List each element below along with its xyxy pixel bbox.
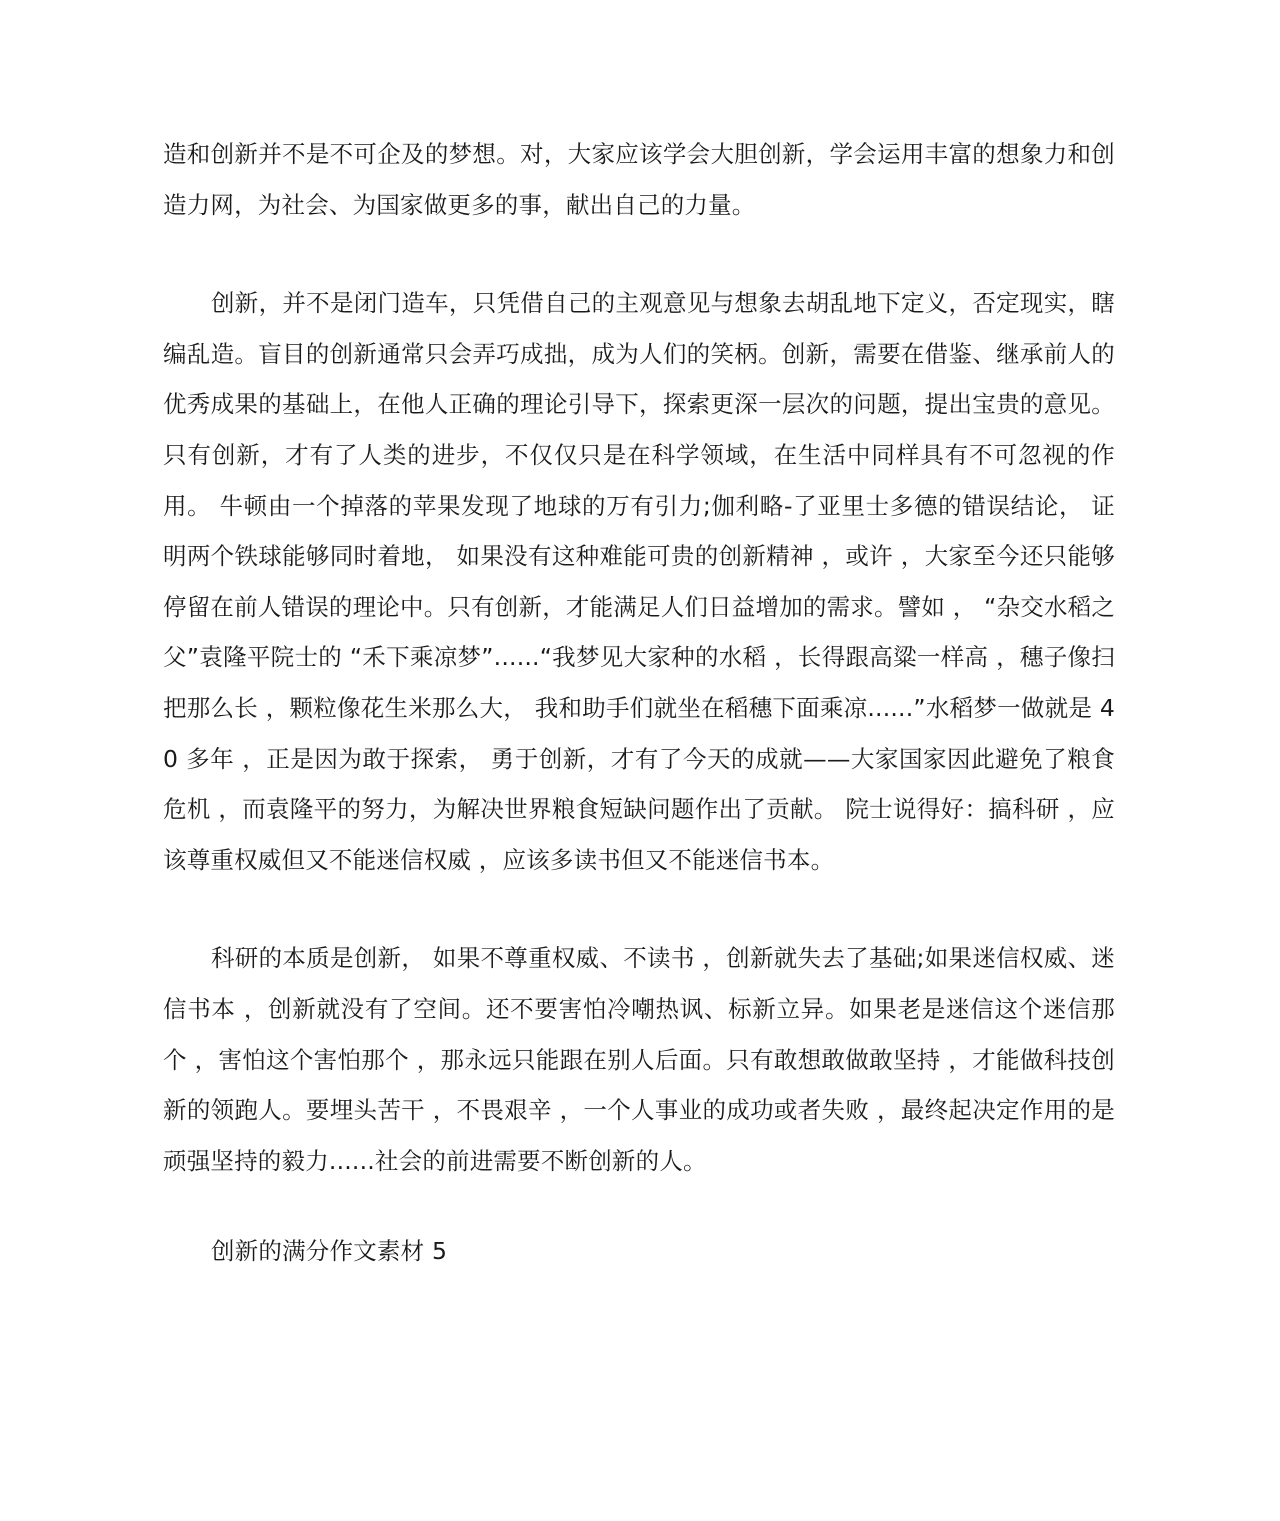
section-heading: 创新的满分作文素材 5	[211, 1237, 448, 1266]
paragraph-research-essence: 科研的本质是创新， 如果不尊重权威、不读书 ，创新就失去了基础;如果迷信权威、迷信书本 ，创新就没有了空间。还不要害怕冷嘲热讽、标新立异。如果老是迷信这个迷信那个 ，害怕这个害怕那个 ，那永远只能跟在别人后面。只有敢想敢做敢坚持 ，才能做科技创新的领跑人。要埋头苦干 ，不畏艰辛 ，一个人事业的成功或者失败 ，最终起决定作用的是顽强坚持的毅力......社会的前进需要不断创新的人。	[163, 944, 1115, 1175]
paragraph-innovation-not-closed-door: 创新，并不是闭门造车，只凭借自己的主观意见与想象去胡乱地下定义，否定现实，瞎编乱造。盲目的创新通常只会弄巧成拙，成为人们的笑柄。创新，需要在借鉴、继承前人的优秀成果的基础上，在他人正确的理论引导下，探索更深一层次的问题，提出宝贵的意见。只有创新，才有了人类的进步，不仅仅只是在科学领域，在生活中同样具有不可忽视的作用。 牛顿由一个掉落的苹果发现了地球的万有引力;伽利略-了亚里士多德的错误结论， 证明两个铁球能够同时着地， 如果没有这种难能可贵的创新精神 ，或许 ，大家至今还只能够停留在前人错误的理论中。只有创新，才能满足人们日益增加的需求。譬如 ， “杂交水稻之父”袁隆平院士的 “禾下乘凉梦”......“我梦见大家种的水稻 ，长得跟高粱一样高 ，穗子像扫把那么长 ，颗粒像花生米那么大， 我和助手们就坐在稻穗下面乘凉......”水稻梦一做就是 40 多年 ，正是因为敢于探索， 勇于创新，才有了今天的成就——大家国家因此避免了粮食危机 ，而袁隆平的努力，为解决世界粮食短缺问题作出了贡献。 院士说得好：搞科研 ，应该尊重权威但又不能迷信权威 ，应该多读书但又不能迷信书本。	[163, 289, 1116, 874]
document-body	[163, 129, 1115, 1277]
paragraph-continuation: 造和创新并不是不可企及的梦想。对，大家应该学会大胆创新，学会运用丰富的想象力和创造力网，为社会、为国家做更多的事，献出自己的力量。	[163, 140, 1115, 219]
